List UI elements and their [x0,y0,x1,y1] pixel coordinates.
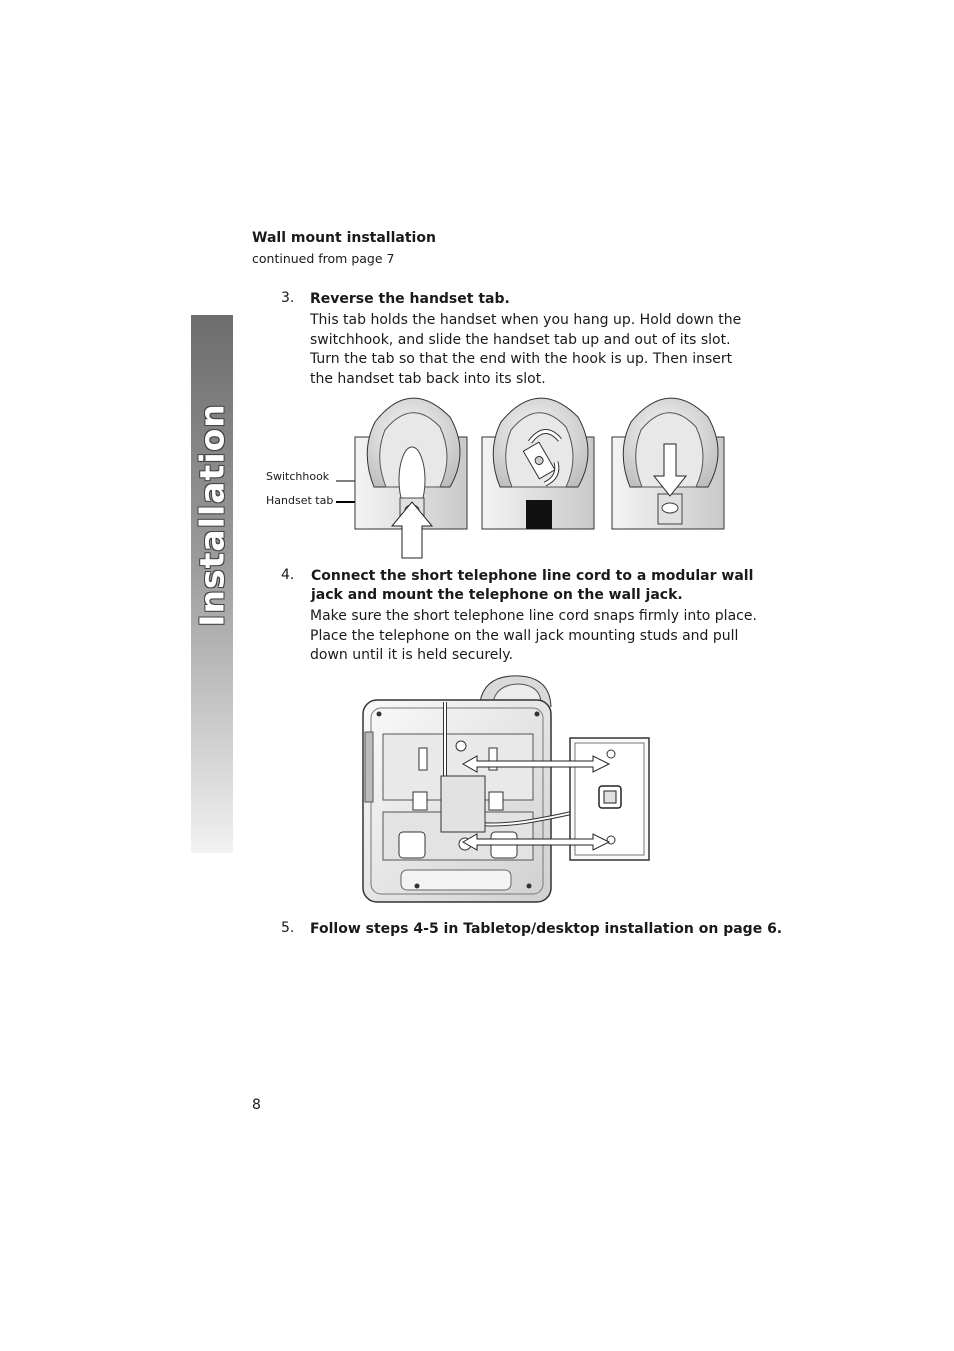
handset-tab-label: Handset tab [266,494,334,507]
step-4-line: down until it is held securely. [310,647,514,663]
step-4-title-line: jack and mount the telephone on the wall jack. [311,587,683,603]
panel-2 [482,398,594,529]
step-3-number: 3. [281,290,295,306]
side-tab-label: Installation [192,403,232,627]
step-3-body [310,311,741,389]
handset-tab-illustration [330,392,730,562]
step-5-title: Follow steps 4-5 in Tabletop/desktop installation on page 6. [310,921,783,937]
panel-1 [355,398,467,558]
section-side-tab [191,315,233,853]
step-3-title: Reverse the handset tab. [310,291,510,307]
step-4-line: Place the telephone on the wall jack mounting studs and pull [310,627,739,644]
step-4-title [311,567,753,605]
wall-mount-illustration [355,672,655,908]
step-4-number: 4. [281,567,295,583]
step-4-title-line: Connect the short telephone line cord to a modular wall [311,568,754,584]
step-4-line: Make sure the short telephone line cord snaps firmly into place. [310,608,757,624]
step-3-line: Turn the tab so that the end with the hook is up. Then insert [310,351,733,367]
step-3-line: switchhook, and slide the handset tab up and out of its slot. [310,331,731,348]
step-4-body [310,607,757,666]
page-number: 8 [252,1097,261,1113]
step-5-number: 5. [281,920,295,936]
section-title: Wall mount installation [252,230,436,246]
switchhook-label: Switchhook [266,470,330,483]
continued-note: continued from page 7 [252,251,395,266]
step-3-line: This tab holds the handset when you hang up. Hold down the [310,312,742,328]
step-3-line: the handset tab back into its slot. [310,370,546,387]
panel-3 [612,398,724,529]
